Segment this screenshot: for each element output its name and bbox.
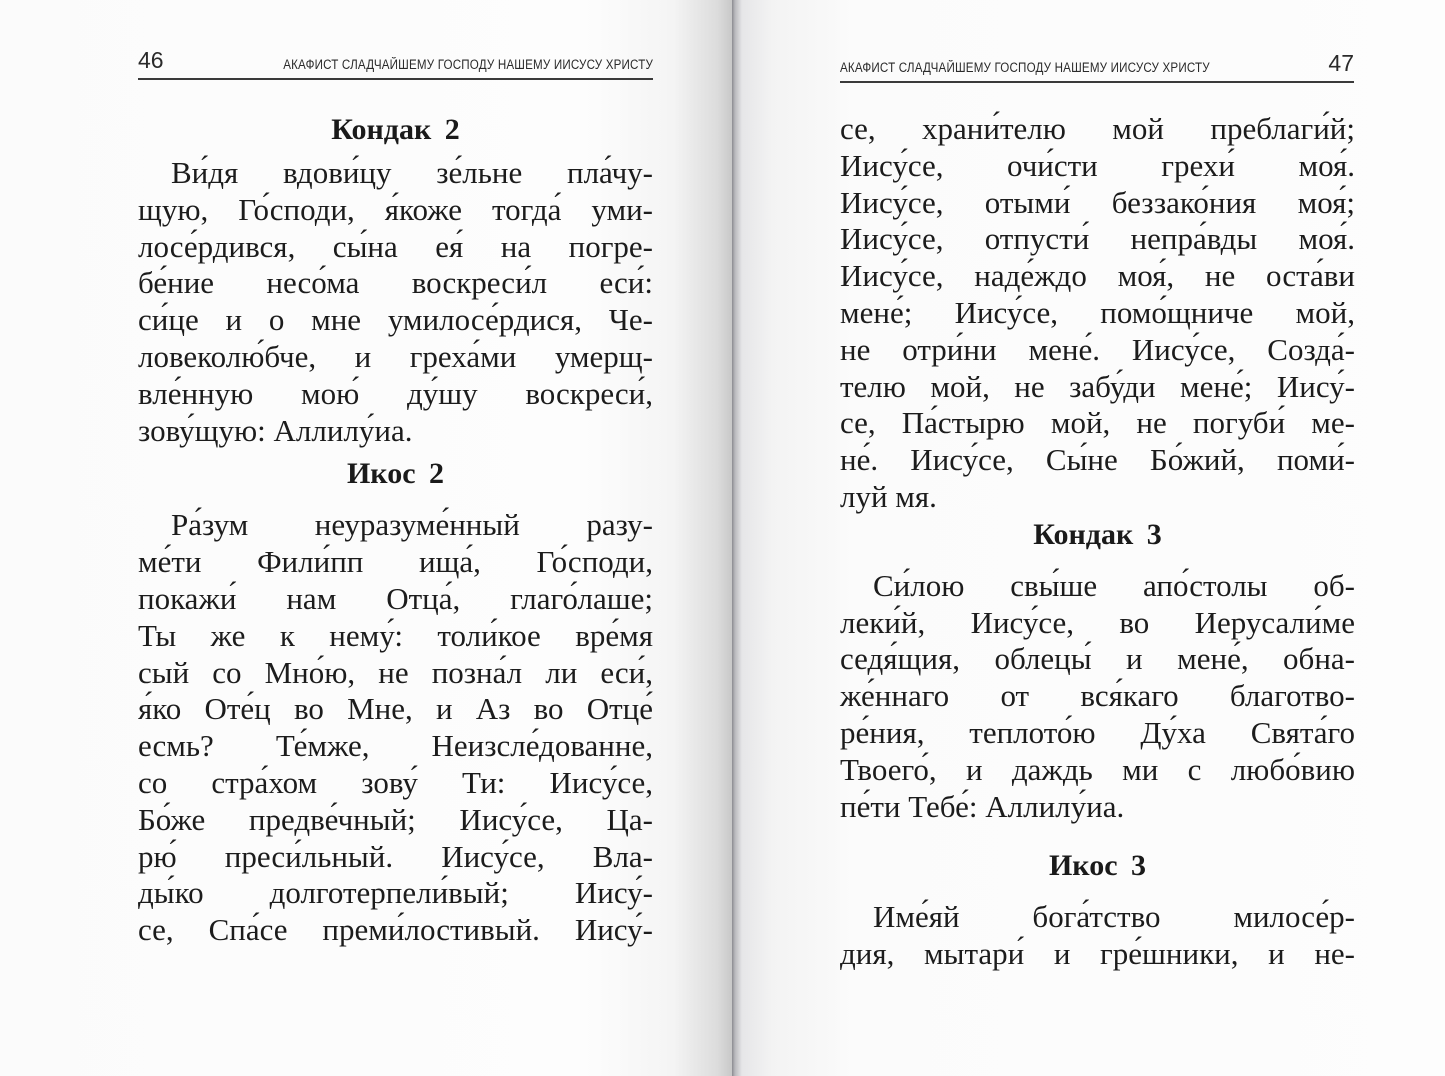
text-line: мене́; Иису́се, помо́щниче мой, [840,294,1355,330]
text-line: Бо́же предве́чный; Иису́се, Ца- [138,801,653,837]
text-line: пе́ти Тебе́: Аллилу́иа. [840,788,1125,824]
text-line: ды́ко долготерпели́вый; Иису́- [138,875,653,911]
right-page-text [840,111,1355,973]
text-line: со стра́хом зову́ Ти: Иису́се, [138,764,653,800]
text-line: седя́щия, облецы́ и мене́, обна- [840,641,1355,677]
text-line: ловеколю́бче, и греха́ми умерщ- [138,338,653,374]
text-line: не отри́ни мене́. Иису́се, Созда́- [840,331,1355,367]
section-heading-ikos-2: Икос 2 [346,457,445,491]
text-line: се, храни́телю мой преблаги́й; [840,111,1355,146]
page-number: 46 [138,47,164,73]
text-line: Иису́се, наде́ждо моя́, не оста́ви [840,258,1355,294]
text-line: леки́й, Иису́се, во Иерусали́ме [840,604,1355,640]
page-number: 47 [1328,50,1354,76]
text-line: покажи́ нам Отца́, глаго́лаше; [138,580,653,616]
text-line: вле́нную мою́ ду́шу воскреси́, [138,375,653,411]
text-line: Иису́се, очи́сти грехи́ моя́. [840,147,1355,183]
text-line: есмь? Те́мже, Неизсле́дованне, [138,728,653,764]
text-line: Ра́зум неуразуме́нный разу- [171,507,653,543]
text-line: Иису́се, отпусти́ непра́вды моя́. [840,221,1355,257]
text-line: Ви́дя вдови́цу зе́льне пла́чу- [171,155,653,190]
text-line: бе́ние несо́ма воскреси́л еси́: [138,265,653,301]
text-line: ре́ния, теплото́ю Ду́ха Свята́го [840,714,1355,750]
text-line: се, Па́стырю мой, не погуби́ ме- [840,405,1355,441]
text-line: телю мой, не забу́ди мене́; Иису́- [840,368,1355,404]
text-line: Иису́се, отыми́ беззако́ния моя́; [840,184,1355,220]
text-line: зову́щую: Аллилу́иа. [138,412,413,448]
section-heading-kontakion-2: Кондак 2 [331,113,460,146]
text-line: щую, Го́споди, я́коже тогда́ уми- [138,191,653,227]
running-head-title: АКАФИСТ СЛАДЧАЙШЕМУ ГОСПОДУ НАШЕМУ ИИСУСУ ХРИСТУ [283,57,653,72]
text-line: Ты же к нему́: толи́кое вре́мя [138,617,653,653]
text-line: си́це и о мне умилосе́рдися, Че- [138,302,653,338]
text-line: се, Спа́се преми́лостивый. Иису́- [138,912,653,948]
text-line: лосе́рдився, сы́на ея́ на погре- [138,228,653,264]
running-head-title: АКАФИСТ СЛАДЧАЙШЕМУ ГОСПОДУ НАШЕМУ ИИСУСУ ХРИСТУ [840,60,1210,75]
text-line: же́ннаго от вся́каго благотво- [840,678,1355,714]
text-line: рю́ преси́льный. Иису́се, Вла- [138,838,653,874]
text-line: ме́ти Фили́пп ища́, Го́споди, [138,544,653,580]
text-line: Твоего́, и даждь ми с любо́вию [840,751,1355,787]
text-line: Име́яй бога́тство милосе́р- [873,899,1355,935]
running-head-right [840,49,1354,83]
right-page [732,0,1445,1076]
left-page-text [138,111,653,949]
text-line: дия, мытари́ и гре́шники, и не- [840,936,1355,972]
text-line: сый со Мно́ю, не позна́л ли еси́, [138,654,653,690]
text-line: я́ко Оте́ц во Мне, и Аз во Отце́ [138,691,653,727]
text-line: не́. Иису́се, Сы́не Бо́жий, поми́- [840,442,1355,478]
section-heading-ikos-3: Икос 3 [1048,849,1147,883]
section-heading-kontakion-3: Кондак 3 [1033,517,1162,551]
text-line: Си́лою свы́ше апо́столы об- [873,567,1355,603]
text-line: луй мя. [840,478,937,514]
running-head-left [138,46,653,80]
